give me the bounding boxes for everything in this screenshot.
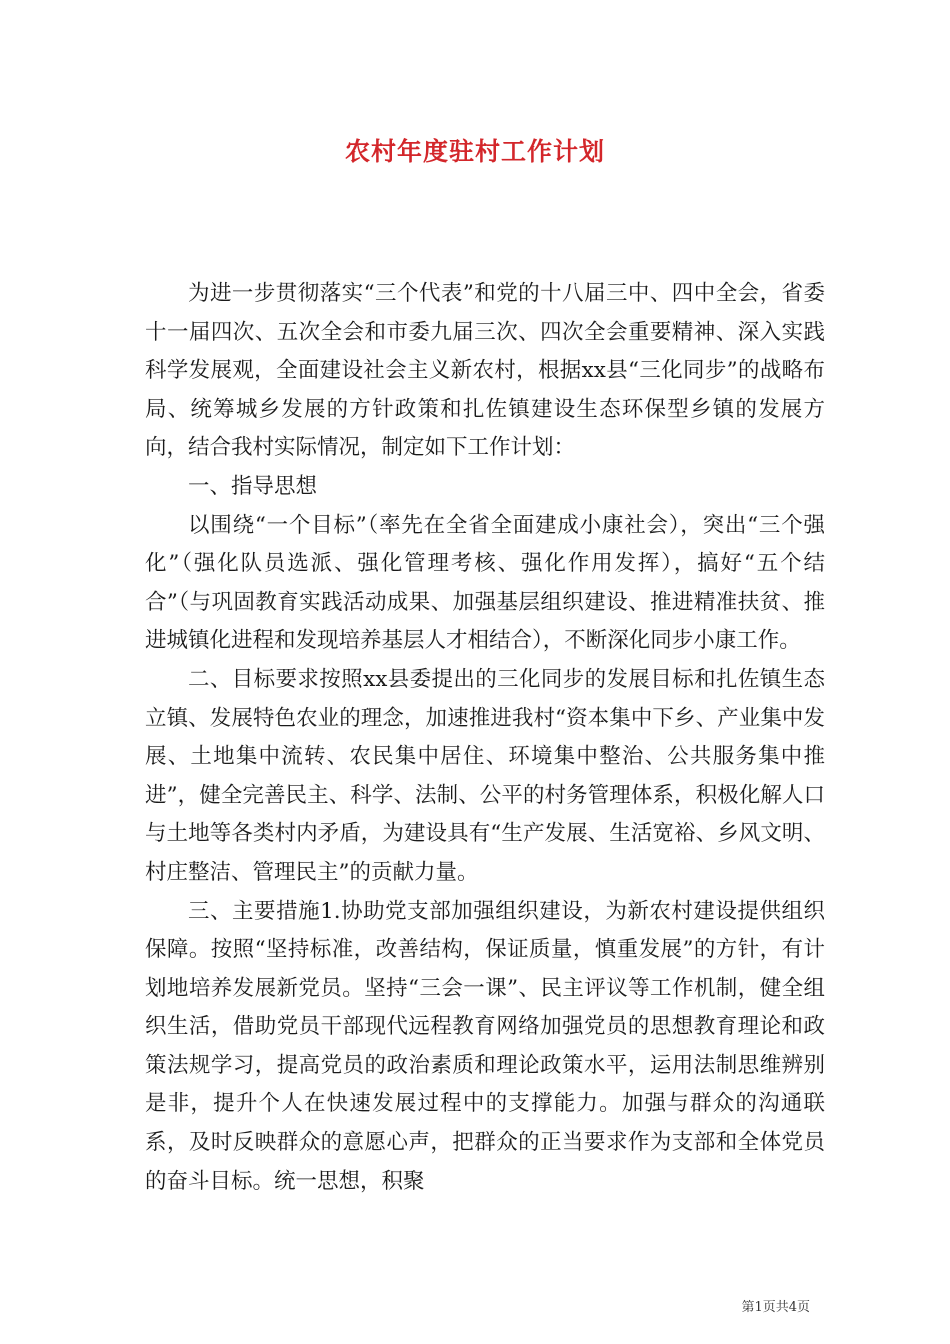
paragraph-intro: 为进一步贯彻落实“三个代表”和党的十八届三中、四中全会，省委十一届四次、五次全会和市委九届三次、四次全会重要精神、深入实践科学发展观，全面建设社会主义新农村，根据xx县“三化同步”的战略布局、统筹城乡发展的方针政策和扎佐镇建设生态环保型乡镇的发展方向，结合我村实际情况，制定如下工作计划： [145, 281, 825, 461]
page-title: 农村年度驻村工作计划 [344, 137, 605, 166]
document-body [145, 275, 825, 1201]
paragraph-measures: 三、主要措施1.协助党支部加强组织建设，为新农村建设提供组织保障。按照“坚持标准，改善结构，保证质量，慎重发展”的方针，有计划地培养发展新党员。坚持“三会一课”、民主评议等工作机制，健全组织生活，借助党员干部现代远程教育网络加强党员的思想教育理论和政策法规学习，提高党员的政治素质和理论政策水平，运用法制思维辨别是非，提升个人在快速发展过程中的支撑能力。加强与群众的沟通联系，及时反映群众的意愿心声，把群众的正当要求作为支部和全体党员的奋斗目标。统一思想，积聚 [145, 898, 825, 1194]
page-number: 第1页共4页 [741, 1300, 810, 1315]
paragraph-goals: 二、目标要求按照xx县委提出的三化同步的发展目标和扎佐镇生态立镇、发展特色农业的理念，加速推进我村“资本集中下乡、产业集中发展、土地集中流转、农民集中居住、环境集中整治、公共服务集中推进”，健全完善民主、科学、法制、公平的村务管理体系，积极化解人口与土地等各类村内矛盾，为建设具有“生产发展、生活宽裕、乡风文明、村庄整洁、管理民主”的贡献力量。 [145, 666, 825, 885]
paragraph-guiding-thought: 以围绕“一个目标”（率先在全省全面建成小康社会），突出“三个强化”（强化队员选派、强化管理考核、强化作用发挥），搞好“五个结合”（与巩固教育实践活动成果、加强基层组织建设、推进精准扶贫、推进城镇化进程和发现培养基层人才相结合），不断深化同步小康工作。 [145, 512, 825, 654]
heading-guiding-thought: 一、指导思想 [188, 473, 318, 499]
